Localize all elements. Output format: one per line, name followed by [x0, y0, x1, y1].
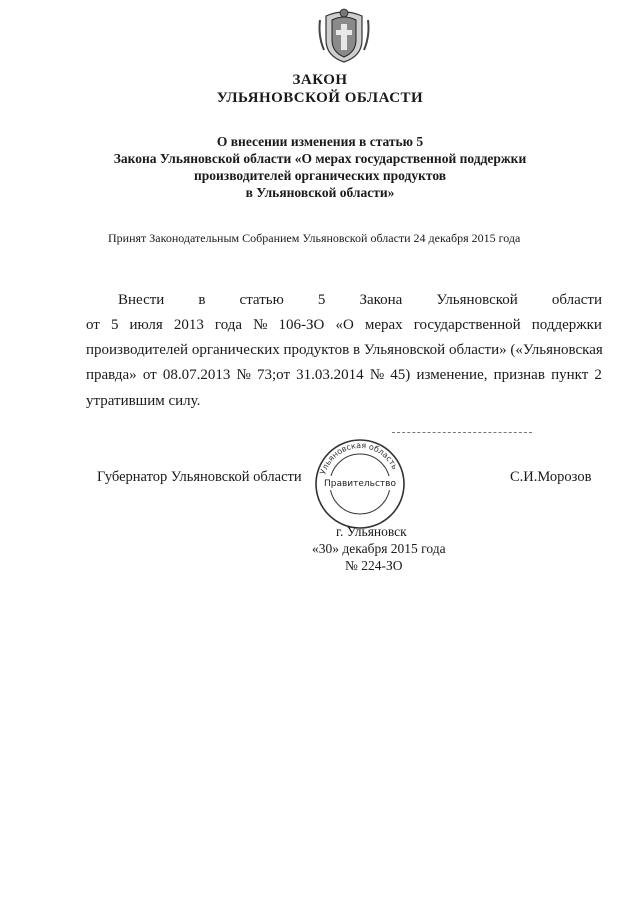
region-heading: УЛЬЯНОВСКОЙ ОБЛАСТИ [216, 90, 424, 106]
date: «30» декабря 2015 года [312, 541, 446, 556]
official-seal [310, 438, 410, 530]
word: пункт [551, 367, 589, 383]
word: изменение, [416, 367, 488, 383]
word: № [253, 317, 268, 333]
place: г. Ульяновск [336, 524, 407, 539]
word: 2 [594, 367, 602, 383]
governor-title: Губернатор Ульяновской области [97, 469, 302, 485]
word: № [369, 367, 385, 383]
body-line-2 [86, 316, 602, 335]
word: 5 [110, 317, 119, 333]
word: от [86, 317, 100, 333]
word: 45) [390, 367, 411, 383]
word: № [236, 367, 251, 383]
word: «О [335, 317, 354, 333]
title-line: в Ульяновской области» [245, 185, 395, 200]
word: 08.07.2013 [162, 367, 231, 383]
word: государственной [413, 317, 521, 333]
governor-name: С.И.Морозов [510, 469, 592, 485]
title-line: О внесении изменения в статью 5 [216, 134, 424, 149]
coat-of-arms-emblem [314, 6, 374, 66]
word: 2013 [173, 317, 204, 333]
body-line-4 [86, 366, 602, 385]
word: Закона [359, 292, 403, 308]
body-line-5: утратившим силу. [86, 393, 201, 409]
word: поддержки [531, 317, 602, 333]
word: статью [239, 292, 284, 308]
title-line: производителей органических продуктов [193, 168, 447, 183]
adoption-note: Принят Законодательным Собранием Ульяновской области 24 декабря 2015 года [108, 231, 521, 245]
svg-text:Правительство: Правительство [324, 479, 396, 489]
word: Внести [118, 292, 165, 308]
word: 5 [317, 292, 326, 308]
body-line-3: производителей органических продуктов в Ульяновской области» («Ульяновская [86, 342, 603, 358]
word: от [142, 367, 157, 383]
law-heading: ЗАКОН [292, 72, 348, 88]
word: в [198, 292, 206, 308]
document-title [0, 133, 640, 201]
word: признав [493, 367, 545, 383]
signature-line [392, 432, 532, 433]
word: правда» [86, 367, 137, 383]
word: Ульяновской [436, 292, 518, 308]
word: 73;от [256, 367, 291, 383]
word: мерах [364, 317, 403, 333]
word: 106-ЗО [278, 317, 325, 333]
svg-text:Ульяновская область: Ульяновская область [318, 440, 400, 476]
word: июля [129, 317, 163, 333]
title-line: Закона Ульяновской области «О мерах государственной поддержки [113, 151, 527, 166]
word: года [214, 317, 243, 333]
body-line-1 [118, 291, 602, 310]
word: области [551, 292, 602, 308]
law-number: № 224-ЗО [345, 558, 403, 573]
word: 31.03.2014 [296, 367, 364, 383]
